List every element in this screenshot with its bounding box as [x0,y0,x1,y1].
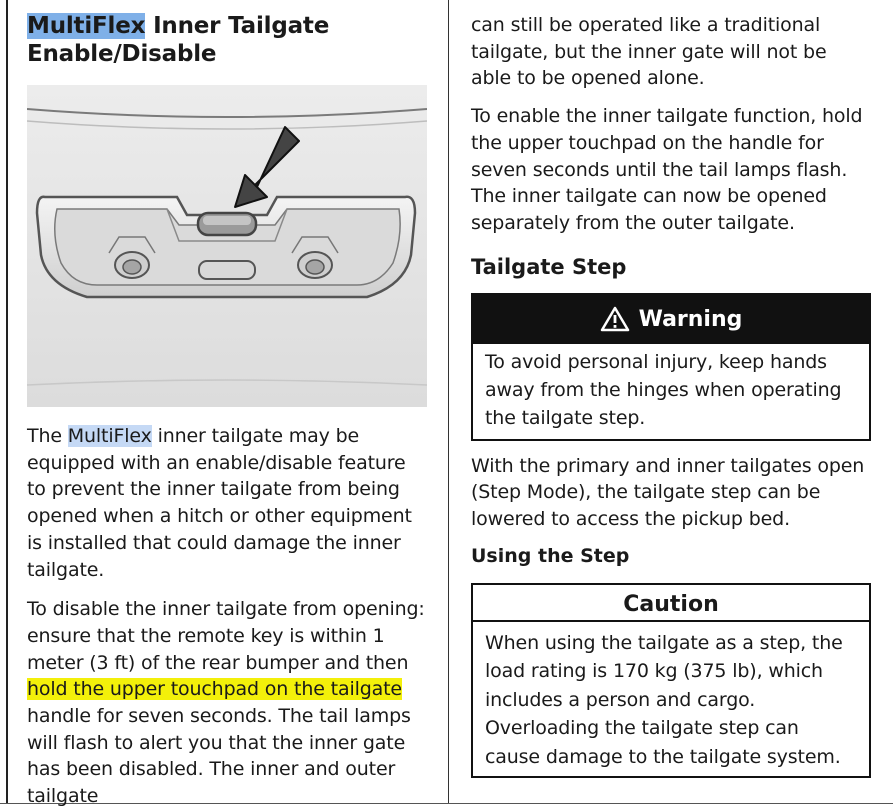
heading-text: Inner Tailgate Enable/Disable [27,13,330,67]
para-text: The [27,425,68,447]
yellow-highlight: hold the upper touchpad on the tailgate [27,678,402,701]
paragraph-continued: can still be operated like a traditional tailgate, but the inner gate will not be able to be opened alone. [471,14,827,90]
para-text: handle for seven seconds. The tail lamps will flash to alert you that the inner gate has been disabled. The inner and outer tailgate [27,705,411,808]
warning-box [471,293,871,441]
para-text: inner tailgate may be equipped with an enable/disable feature to prevent the inner tailgate from being opened when a hitch or other equipment is installed that could damage the inner tailgate. [27,425,412,581]
caution-body [473,622,869,777]
warning-body [473,344,869,439]
warning-header [473,295,869,344]
para-text: To disable the inner tailgate from opening: ensure that the remote key is within 1 meter (3 ft) of the rear bumper and then [27,598,425,674]
heading-using-the-step: Using the Step [471,544,630,567]
warning-text: To avoid personal injury, keep hands away from the hinges when operating the tailgate step. [485,350,842,429]
caution-header: Caution [473,585,869,622]
warning-title: Warning [638,306,743,332]
brand-highlight-inline: MultiFlex [67,425,152,447]
left-column [27,0,427,810]
section-heading-multiflex [27,12,427,68]
column-divider [448,0,449,804]
caution-box [471,583,871,779]
right-column [471,0,871,778]
tailgate-handle-illustration [27,85,427,407]
paragraph-step-mode: With the primary and inner tailgates open (Step Mode), the tailgate step can be lowered to access the pickup bed. [471,454,865,531]
left-margin-rule [6,0,8,804]
heading-tailgate-step: Tailgate Step [471,254,627,279]
brand-highlight: MultiFlex [27,13,146,39]
warning-triangle-icon [600,306,630,332]
paragraph-disable-instructions [27,596,427,810]
paragraph-enable-disable-intro [27,423,427,583]
caution-text: When using the tailgate as a step, the load rating is 170 kg (375 lb), which includes a person and cargo. Overloading the tailgate step can cause damage to the tailgate system. [485,631,843,768]
paragraph-enable-instructions: To enable the inner tailgate function, hold the upper touchpad on the handle for seven seconds until the tail lamps flash. The inner tailgate can now be opened separately from the outer tailgate. [471,105,863,234]
tailgate-handle-touchpad-illustration [27,85,427,407]
